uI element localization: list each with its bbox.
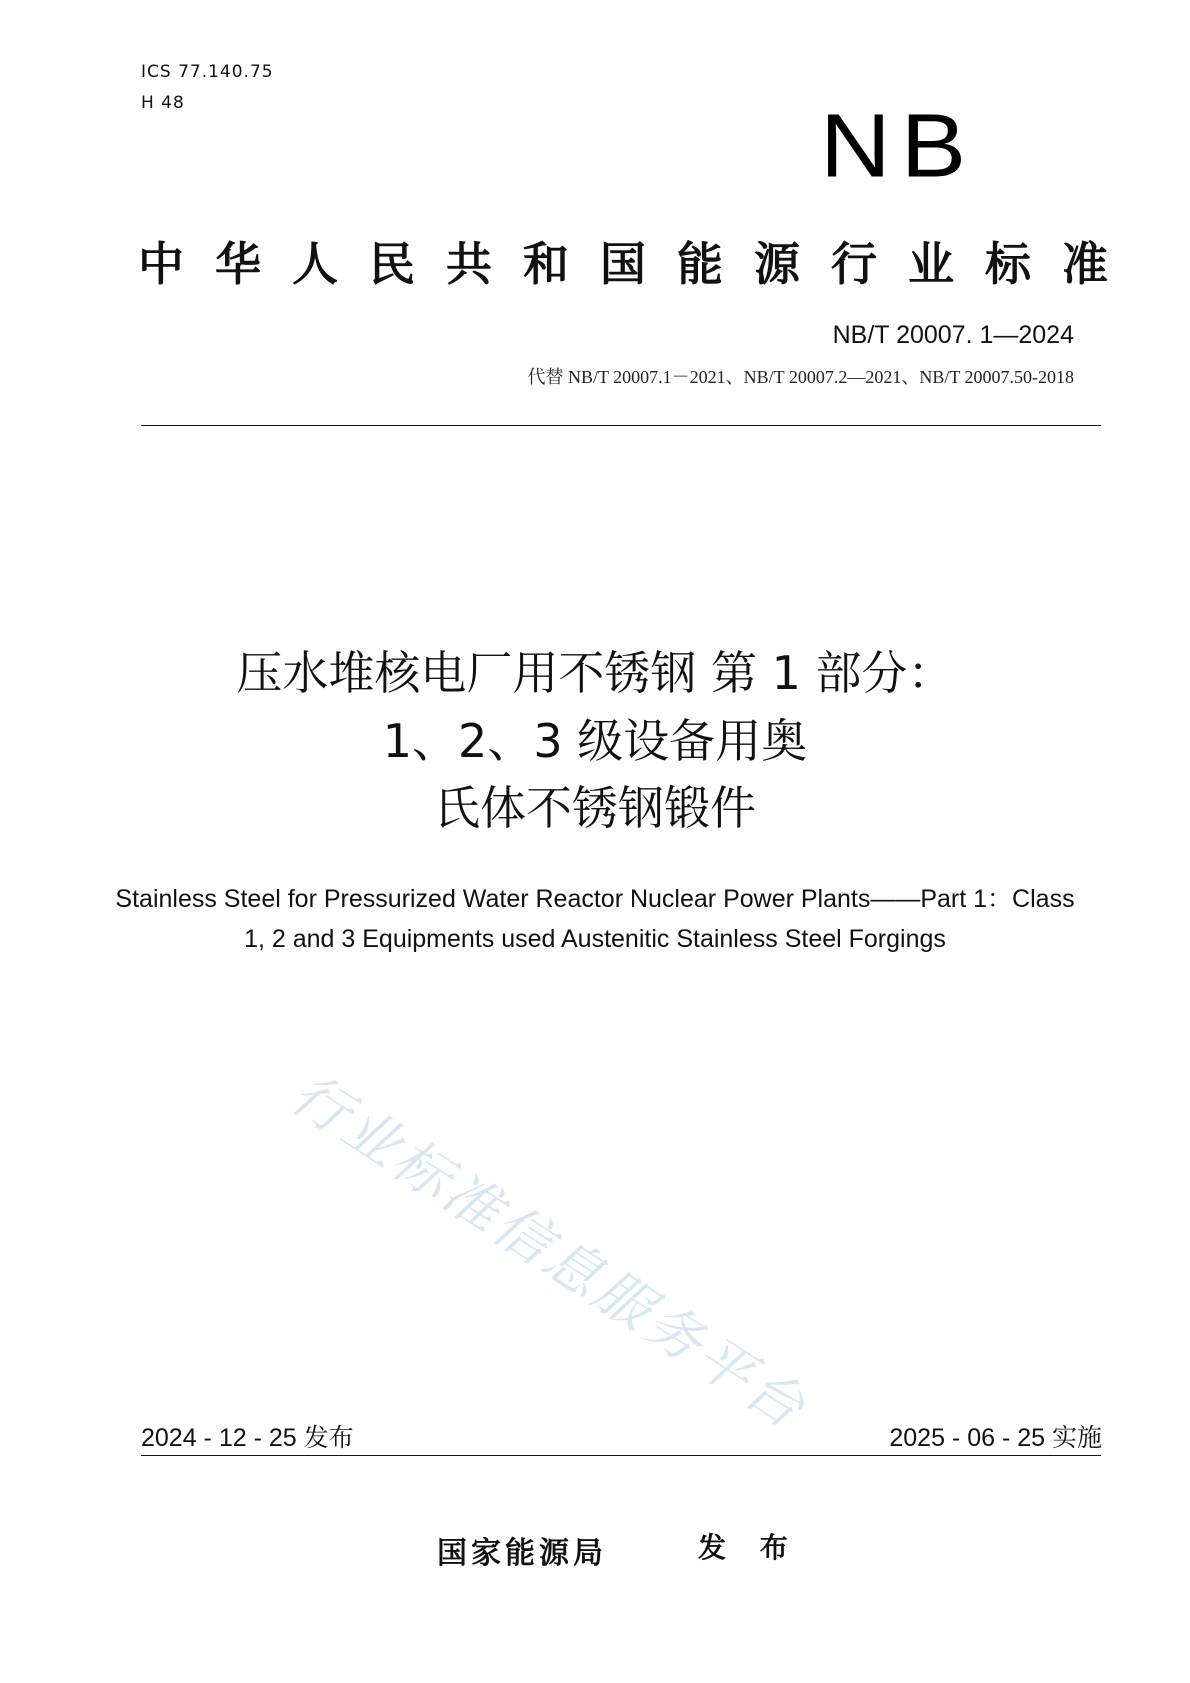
issue-date: 2024 - 12 - 25 发布 [141,1424,354,1452]
nb-logo: NB [820,94,977,196]
title-en-line-2: 1, 2 and 3 Equipments used Austenitic Stainless Steel Forgings [244,925,946,953]
title-cn-line-2: 1、2、3 级设备用奥 [382,714,808,768]
top-divider [141,425,1101,426]
bottom-divider [141,1455,1101,1456]
header-title: 中华人民共和国能源行业标准 [138,237,1139,291]
title-cn-line-1: 压水堆核电厂用不锈钢 第 1 部分： [236,646,954,700]
implementation-date: 2025 - 06 - 25 实施 [889,1424,1102,1452]
issue-word: 发 布 [698,1531,800,1564]
ics-code: ICS 77.140.75 [141,62,274,82]
issuer: 国家能源局 [437,1536,607,1571]
replaces-note: 代替 NB/T 20007.1－2021、NB/T 20007.2—2021、NB/T 20007.50-2018 [527,367,1074,387]
ccs-code: H 48 [141,93,185,113]
title-cn-line-3: 氏体不锈钢锻件 [434,781,756,835]
title-en-line-1: Stainless Steel for Pressurized Water Reactor Nuclear Power Plants——Part 1：Class [115,885,1075,913]
watermark: 行业标准信息服务平台 [279,1061,819,1443]
standard-number: NB/T 20007. 1—2024 [832,321,1074,349]
